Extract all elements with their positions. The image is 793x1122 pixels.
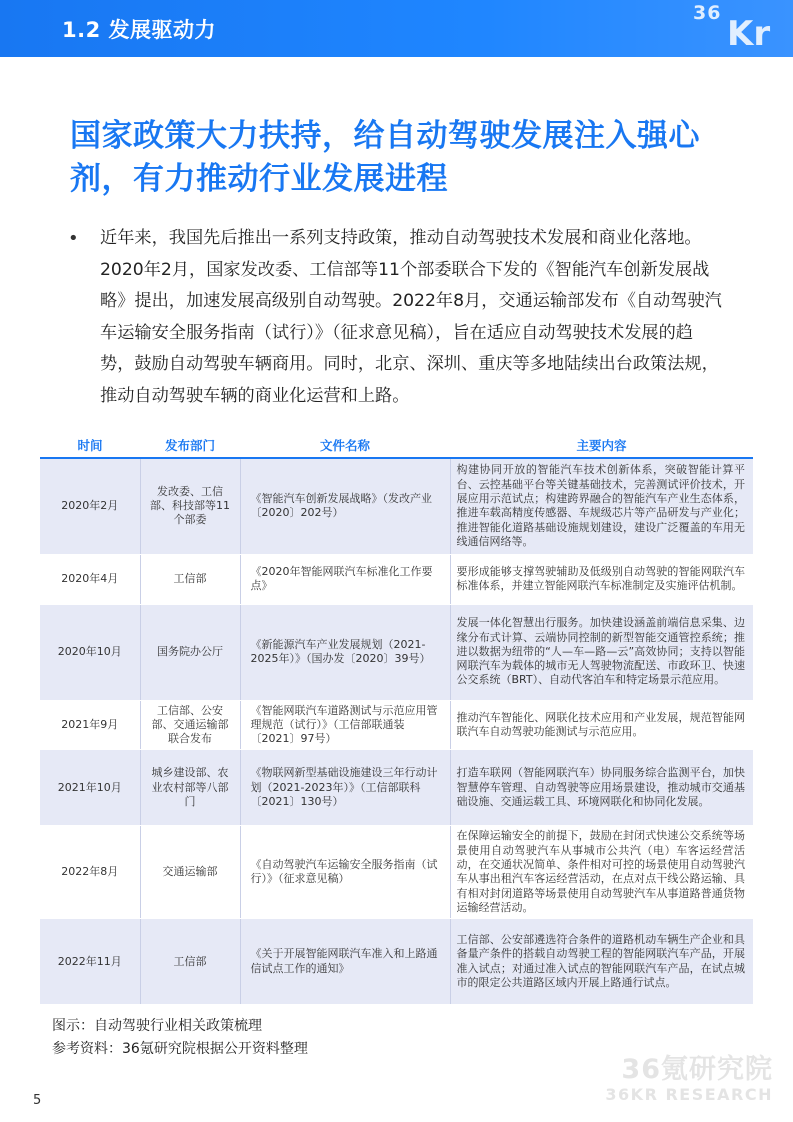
cell-dept: 城乡建设部、农业农村部等八部门 xyxy=(140,750,240,826)
watermark-en: 36KR RESEARCH xyxy=(605,1085,773,1104)
page-number: 5 xyxy=(33,1093,42,1108)
table-row xyxy=(40,750,753,826)
body-paragraph: 近年来，我国先后推出一系列支持政策，推动自动驾驶技术发展和商业化落地。2020年2月，国家发改委、工信部等11个部委联合下发的《智能汽车创新发展战略》提出，加速发展高级别自动驾驶。2022年8月，交通运输部发布《自动驾驶汽车运输安全服务指南（试行）》（征求意见稿），旨在适应自动驾驶技术发展的趋势，鼓励自动驾驶车辆商用。同时，北京、深圳、重庆等多地陆续出台政策法规，推动自动驾驶车辆的商业化运营和上路。 xyxy=(100,228,722,406)
caption-source: 参考资料：36氪研究院根据公开资料整理 xyxy=(52,1041,308,1057)
cell-dept: 工信部 xyxy=(140,554,240,604)
table-row xyxy=(40,700,753,750)
cell-time: 2022年11月 xyxy=(40,919,140,1005)
cell-dept: 工信部、公安部、交通运输部联合发布 xyxy=(140,700,240,750)
header-time: 时间 xyxy=(40,433,140,458)
table-row xyxy=(40,458,753,554)
header-dept: 发布部门 xyxy=(140,433,240,458)
cell-dept: 交通运输部 xyxy=(140,826,240,919)
cell-content: 发展一体化智慧出行服务。加快建设涵盖前端信息采集、边缘分布式计算、云端协同控制的新型智能交通管控系统；推进以数据为纽带的“人—车—路—云”高效协同；支持以智能网联汽车为载体的城市无人驾驶物流配送、市政环卫、快速公交系统（BRT）、自动代客泊车和特定场景示范应用。 xyxy=(450,604,753,700)
cell-content: 构建协同开放的智能汽车技术创新体系，突破智能计算平台、云控基础平台等关键基础技术，完善测试评价技术，开展应用示范试点；构建跨界融合的智能汽车产业生态体系，推进车载高精度传感器、车规级芯片等产品研发与产业化；推进智能化道路基础设施规划建设，建设广泛覆盖的车用无线通信网络等。 xyxy=(450,458,753,554)
policy-table xyxy=(40,433,753,1005)
table-header-row xyxy=(40,433,753,458)
cell-file: 《智能网联汽车道路测试与示范应用管理规范（试行）》（工信部联通装〔2021〕97号） xyxy=(240,700,450,750)
cell-time: 2020年4月 xyxy=(40,554,140,604)
page-headline: 国家政策大力扶持，给自动驾驶发展注入强心剂，有力推动行业发展进程 xyxy=(70,118,700,197)
table-row xyxy=(40,604,753,700)
cell-time: 2021年10月 xyxy=(40,750,140,826)
cell-dept: 工信部 xyxy=(140,919,240,1005)
cell-content: 工信部、公安部遴选符合条件的道路机动车辆生产企业和具备量产条件的搭载自动驾驶工程的智能网联汽车产品，开展准入试点；对通过准入试点的智能网联汽车产品，在试点城市的限定公共道路区域内开展上路通行试点。 xyxy=(450,919,753,1005)
cell-file: 《关于开展智能网联汽车准入和上路通信试点工作的通知》 xyxy=(240,919,450,1005)
cell-dept: 国务院办公厅 xyxy=(140,604,240,700)
cell-time: 2020年2月 xyxy=(40,458,140,554)
section-title: 1.2 发展驱动力 xyxy=(62,18,217,42)
cell-file: 《智能汽车创新发展战略》（发改产业〔2020〕202号） xyxy=(240,458,450,554)
figure-caption xyxy=(52,1015,308,1061)
cell-file: 《物联网新型基础设施建设三年行动计划（2021-2023年）》（工信部联科〔2021〕130号） xyxy=(240,750,450,826)
header-file: 文件名称 xyxy=(240,433,450,458)
cell-content: 打造车联网（智能网联汽车）协同服务综合监测平台，加快智慧停车管理、自动驾驶等应用场景建设，推动城市交通基础设施、交通运载工具、环境网联化和协同化发展。 xyxy=(450,750,753,826)
cell-file: 《新能源汽车产业发展规划（2021-2025年）》（国办发〔2020〕39号） xyxy=(240,604,450,700)
cell-content: 推动汽车智能化、网联化技术应用和产业发展，规范智能网联汽车自动驾驶功能测试与示范应用。 xyxy=(450,700,753,750)
cell-content: 要形成能够支撑驾驶辅助及低级别自动驾驶的智能网联汽车标准体系，并建立智能网联汽车标准制定及实施评估机制。 xyxy=(450,554,753,604)
header-content: 主要内容 xyxy=(450,433,753,458)
cell-file: 《2020年智能网联汽车标准化工作要点》 xyxy=(240,554,450,604)
cell-content: 在保障运输安全的前提下，鼓励在封闭式快速公交系统等场景使用自动驾驶汽车从事城市公共汽（电）车客运经营活动，在交通状况简单、条件相对可控的场景使用自动驾驶汽车从事出租汽车客运经营活动，在点对点干线公路运输、具有相对封闭道路等场景使用自动驾驶汽车从事道路普通货物运输经营活动。 xyxy=(450,826,753,919)
logo-text-bottom: Kr xyxy=(727,14,771,54)
cell-time: 2020年10月 xyxy=(40,604,140,700)
watermark-cn: 36氪研究院 xyxy=(621,1054,773,1085)
table-row xyxy=(40,919,753,1005)
header-bar xyxy=(0,0,793,57)
bullet-icon: • xyxy=(68,228,79,249)
cell-time: 2022年8月 xyxy=(40,826,140,919)
logo-text-top: 36 xyxy=(693,2,722,24)
cell-file: 《自动驾驶汽车运输安全服务指南（试行）》（征求意见稿） xyxy=(240,826,450,919)
36kr-logo xyxy=(689,0,789,57)
cell-dept: 发改委、工信部、科技部等11个部委 xyxy=(140,458,240,554)
table-row xyxy=(40,554,753,604)
watermark xyxy=(605,1054,773,1104)
cell-time: 2021年9月 xyxy=(40,700,140,750)
caption-figure: 图示：自动驾驶行业相关政策梳理 xyxy=(52,1018,262,1034)
table-row xyxy=(40,826,753,919)
